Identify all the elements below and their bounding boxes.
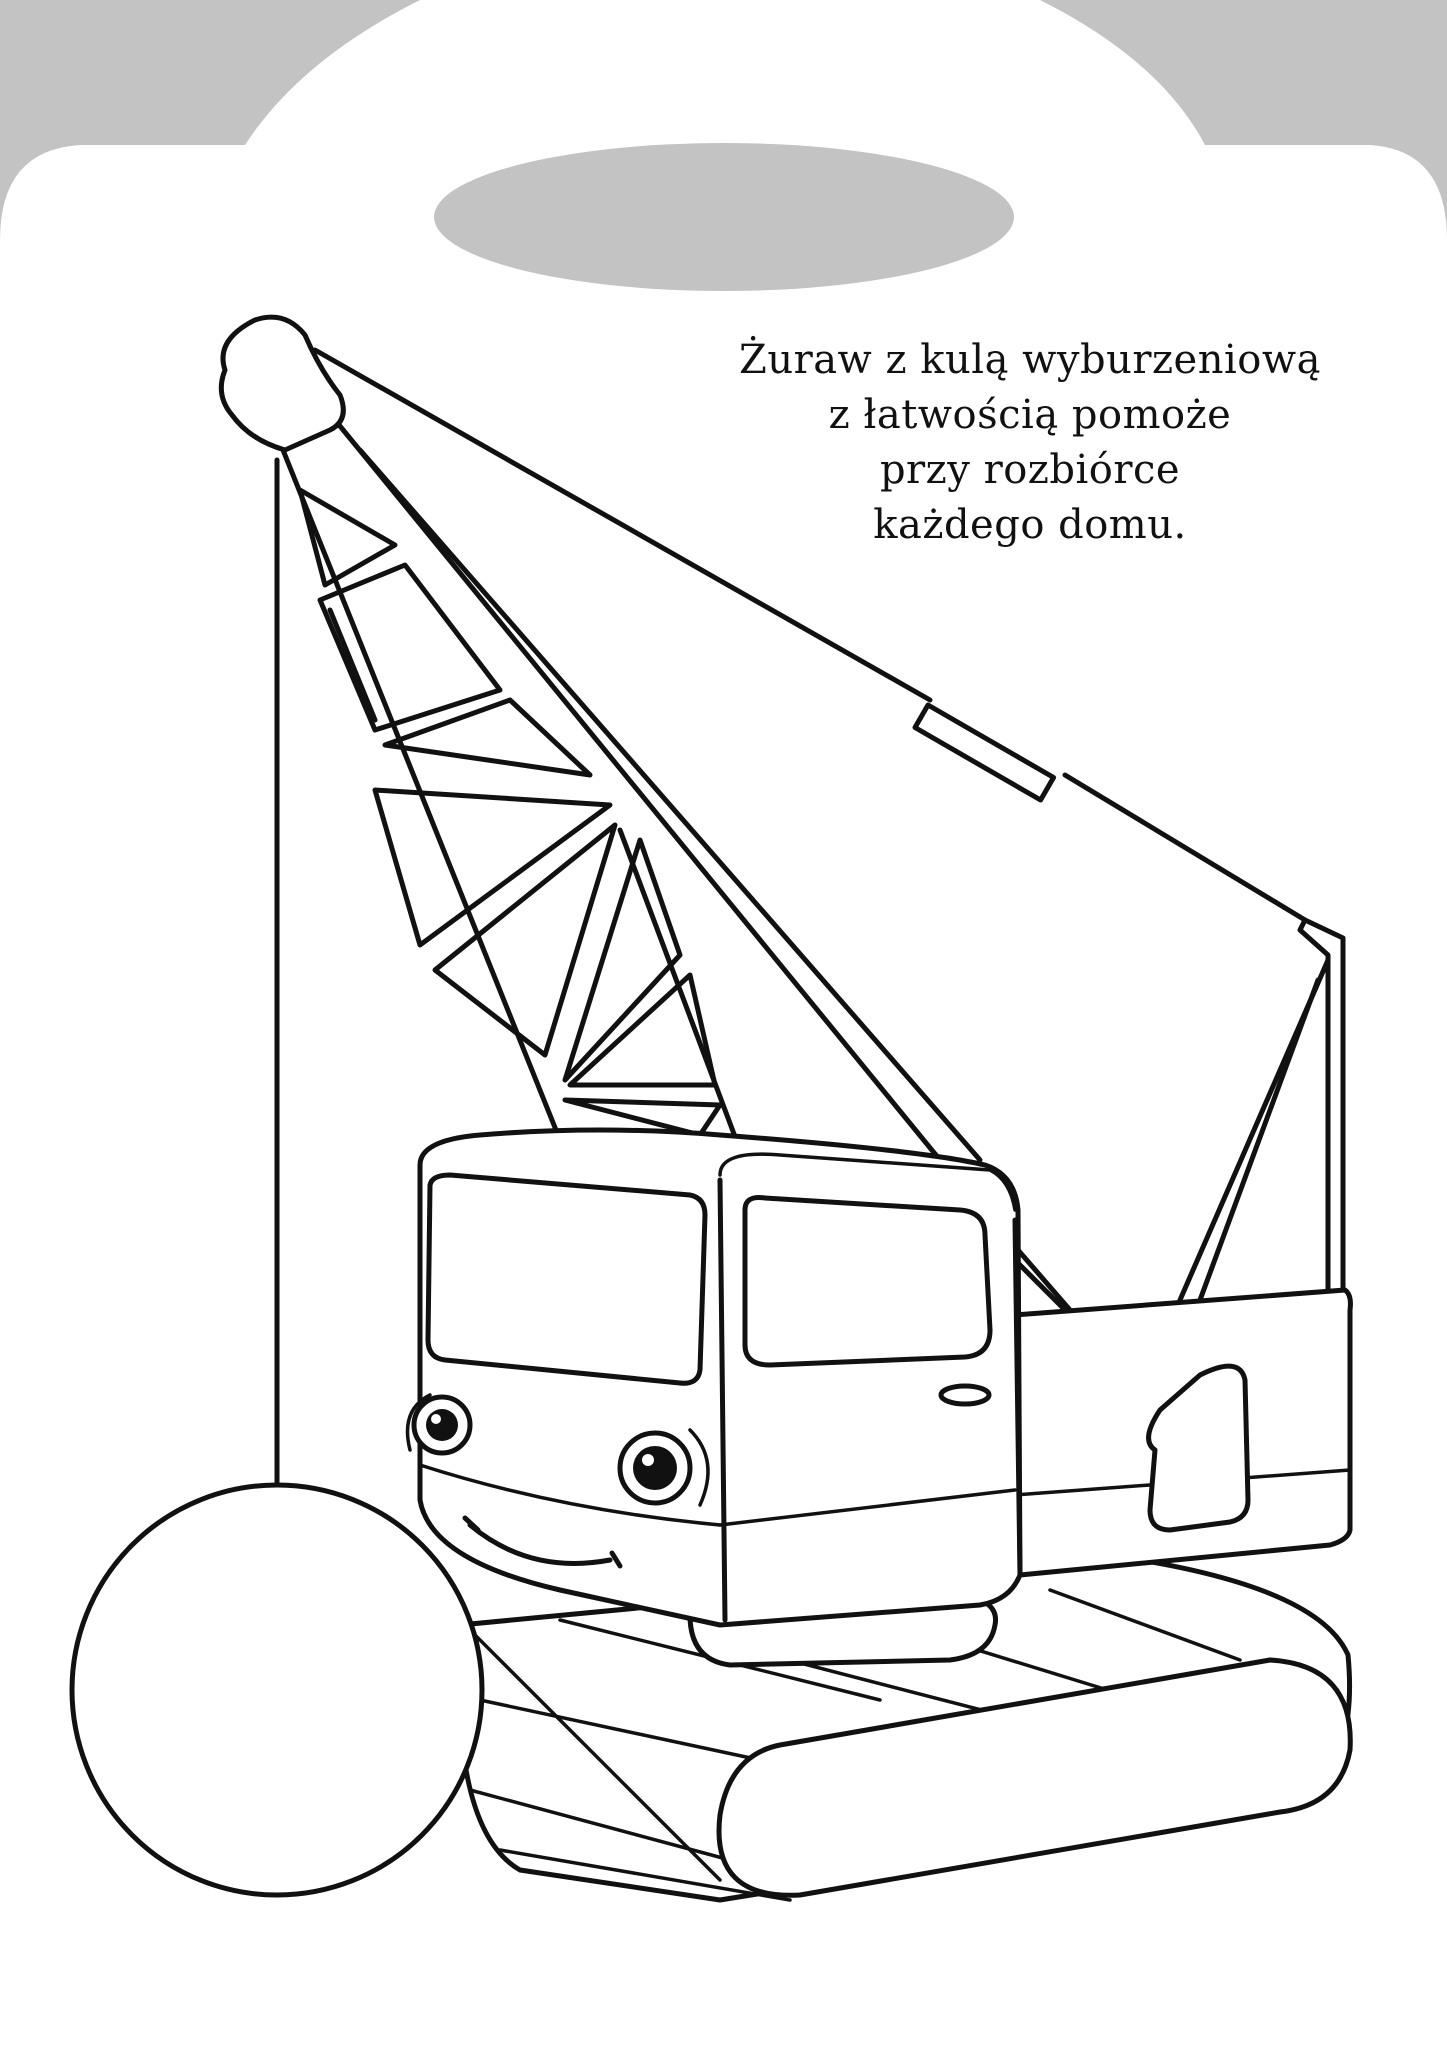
caption-line-1: Żuraw z kulą wyburzeniową <box>739 337 1321 383</box>
caption-line-2: z łatwością pomoże <box>828 392 1232 438</box>
wrecking-ball <box>72 1485 482 1895</box>
caption-text <box>640 333 1420 553</box>
side-window <box>745 1198 990 1366</box>
front-window <box>428 1175 705 1383</box>
door-handle <box>941 1386 989 1404</box>
caption-line-4: każdego domu. <box>873 502 1187 548</box>
handle-hole <box>434 143 1014 291</box>
caption-line-3: przy rozbiórce <box>879 447 1181 493</box>
